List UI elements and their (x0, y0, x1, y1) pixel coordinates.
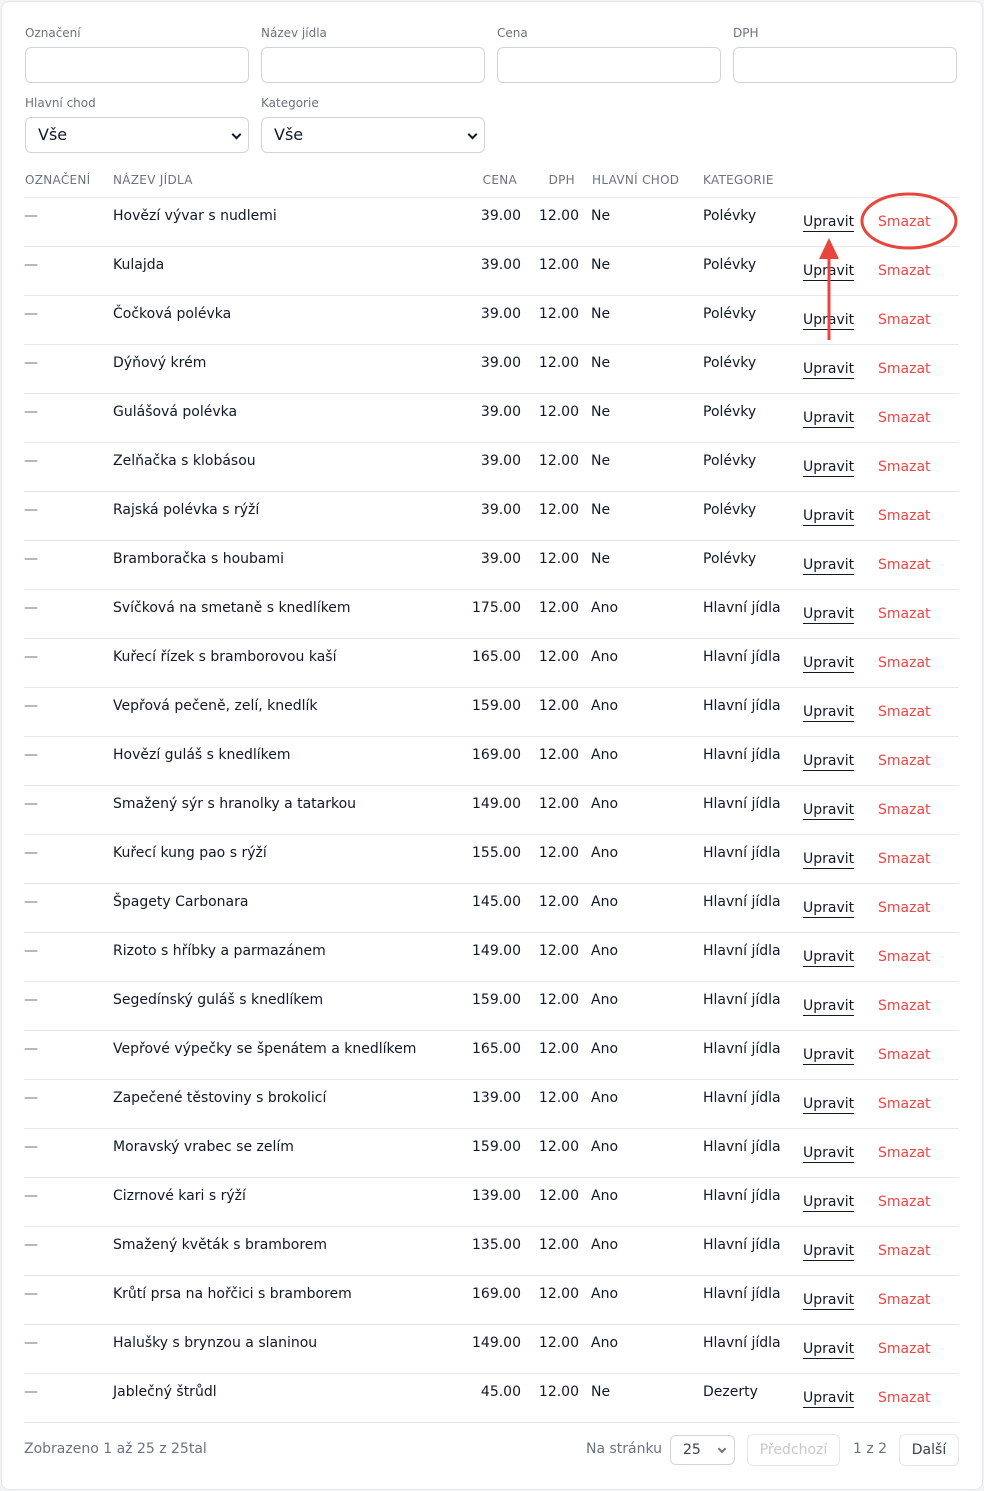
row-name: Zelňačka s klobásou (113, 453, 256, 469)
row-category: Hlavní jídla (703, 600, 781, 616)
row-vat: 12.00 (538, 208, 579, 224)
row-vat: 12.00 (538, 649, 579, 665)
delete-button[interactable]: Smazat (878, 1341, 931, 1357)
delete-button[interactable]: Smazat (878, 459, 931, 475)
edit-button[interactable]: Upravit (803, 263, 855, 279)
row-main-course: Ano (591, 1286, 619, 1302)
row-price: 39.00 (480, 404, 521, 420)
table-row (24, 982, 959, 1031)
row-code: — (24, 502, 38, 518)
row-code: — (24, 698, 38, 714)
row-category: Hlavní jídla (703, 649, 781, 665)
table-row (24, 1129, 959, 1178)
delete-button[interactable]: Smazat (878, 1390, 931, 1406)
row-vat: 12.00 (538, 845, 579, 861)
edit-button[interactable]: Upravit (803, 1194, 855, 1210)
row-name: Rajská polévka s rýží (113, 502, 260, 518)
row-main-course: Ne (591, 453, 611, 469)
row-category: Hlavní jídla (703, 845, 781, 861)
filter-price-input[interactable] (497, 47, 721, 83)
edit-button[interactable]: Upravit (803, 851, 855, 867)
row-category: Hlavní jídla (703, 1335, 781, 1351)
row-category: Polévky (703, 306, 757, 322)
table-row (24, 1374, 959, 1423)
row-code: — (24, 1384, 38, 1400)
column-header-price: CENA (482, 173, 517, 187)
edit-button[interactable]: Upravit (803, 704, 855, 720)
row-category: Polévky (703, 502, 757, 518)
edit-button[interactable]: Upravit (803, 753, 855, 769)
row-vat: 12.00 (538, 1286, 579, 1302)
row-vat: 12.00 (538, 796, 579, 812)
edit-button[interactable]: Upravit (803, 1292, 855, 1308)
table-row (24, 737, 959, 786)
edit-button[interactable]: Upravit (803, 214, 855, 230)
row-vat: 12.00 (538, 894, 579, 910)
table-row (24, 1276, 959, 1325)
delete-button[interactable]: Smazat (878, 1243, 931, 1259)
row-category: Hlavní jídla (703, 943, 781, 959)
row-code: — (24, 404, 38, 420)
row-vat: 12.00 (538, 453, 579, 469)
delete-button[interactable]: Smazat (878, 214, 931, 230)
row-vat: 12.00 (538, 600, 579, 616)
row-main-course: Ne (591, 404, 611, 420)
row-vat: 12.00 (538, 943, 579, 959)
row-category: Hlavní jídla (703, 747, 781, 763)
row-name: Bramboračka s houbami (113, 551, 285, 567)
row-vat: 12.00 (538, 1139, 579, 1155)
row-price: 149.00 (472, 796, 521, 812)
filter-main-label: Hlavní chod (25, 96, 96, 110)
row-category: Hlavní jídla (703, 894, 781, 910)
table-row (24, 884, 959, 933)
row-code: — (24, 208, 38, 224)
delete-button[interactable]: Smazat (878, 851, 931, 867)
row-code: — (24, 257, 38, 273)
row-category: Polévky (703, 404, 757, 420)
edit-button[interactable]: Upravit (803, 655, 855, 671)
row-vat: 12.00 (538, 306, 579, 322)
row-price: 139.00 (472, 1090, 521, 1106)
row-name: Zapečené těstoviny s brokolicí (113, 1090, 327, 1106)
row-vat: 12.00 (538, 502, 579, 518)
delete-button[interactable]: Smazat (878, 1194, 931, 1210)
delete-button[interactable]: Smazat (878, 557, 931, 573)
row-name: Krůtí prsa na hořčici s bramborem (113, 1286, 352, 1302)
row-main-course: Ano (591, 1237, 619, 1253)
row-code: — (24, 551, 38, 567)
table-row (24, 1080, 959, 1129)
edit-button[interactable]: Upravit (803, 1047, 855, 1063)
row-name: Kulajda (113, 257, 165, 273)
row-main-course: Ne (591, 355, 611, 371)
row-name: Vepřová pečeně, zelí, knedlík (113, 698, 318, 714)
row-price: 165.00 (472, 649, 521, 665)
row-code: — (24, 1090, 38, 1106)
row-name: Gulášová polévka (113, 404, 238, 420)
row-category: Hlavní jídla (703, 1090, 781, 1106)
row-code: — (24, 1286, 38, 1302)
table-row (24, 198, 959, 247)
row-price: 39.00 (480, 306, 521, 322)
row-code: — (24, 306, 38, 322)
edit-button[interactable]: Upravit (803, 606, 855, 622)
row-price: 175.00 (472, 600, 521, 616)
row-category: Hlavní jídla (703, 1237, 781, 1253)
row-main-course: Ne (591, 1384, 611, 1400)
delete-button[interactable]: Smazat (878, 263, 931, 279)
row-price: 39.00 (480, 453, 521, 469)
filter-code-label: Označení (25, 26, 81, 40)
row-vat: 12.00 (538, 1237, 579, 1253)
filter-main-select[interactable] (25, 117, 249, 153)
row-category: Dezerty (703, 1384, 758, 1400)
edit-button[interactable]: Upravit (803, 1390, 855, 1406)
row-price: 135.00 (472, 1237, 521, 1253)
row-price: 39.00 (480, 355, 521, 371)
edit-button[interactable]: Upravit (803, 1341, 855, 1357)
filter-category-select[interactable] (261, 117, 485, 153)
delete-button[interactable]: Smazat (878, 1047, 931, 1063)
row-vat: 12.00 (538, 551, 579, 567)
row-vat: 12.00 (538, 698, 579, 714)
row-vat: 12.00 (538, 355, 579, 371)
table-row (24, 296, 959, 345)
row-category: Polévky (703, 453, 757, 469)
page-info: 1 z 2 (853, 1441, 888, 1457)
row-main-course: Ano (591, 943, 619, 959)
filter-vat-input[interactable] (733, 47, 957, 83)
delete-button[interactable]: Smazat (878, 606, 931, 622)
row-category: Hlavní jídla (703, 992, 781, 1008)
edit-button[interactable]: Upravit (803, 557, 855, 573)
delete-button[interactable]: Smazat (878, 998, 931, 1014)
row-price: 145.00 (472, 894, 521, 910)
row-price: 165.00 (472, 1041, 521, 1057)
row-category: Hlavní jídla (703, 1041, 781, 1057)
delete-button[interactable]: Smazat (878, 655, 931, 671)
row-category: Polévky (703, 257, 757, 273)
results-summary: Zobrazeno 1 až 25 z 25tal (24, 1441, 207, 1457)
row-name: Kuřecí kung pao s rýží (113, 845, 267, 861)
row-main-course: Ne (591, 551, 611, 567)
chevron-down-icon (468, 130, 478, 140)
row-price: 45.00 (480, 1384, 521, 1400)
row-vat: 12.00 (538, 404, 579, 420)
table-row (24, 590, 959, 639)
row-main-course: Ano (591, 1335, 619, 1351)
row-code: — (24, 894, 38, 910)
row-price: 39.00 (480, 502, 521, 518)
row-code: — (24, 1139, 38, 1155)
delete-button[interactable]: Smazat (878, 410, 931, 426)
row-price: 139.00 (472, 1188, 521, 1204)
table-row (24, 394, 959, 443)
row-code: — (24, 1188, 38, 1204)
chevron-down-icon (232, 130, 242, 140)
row-name: Smažený květák s bramborem (113, 1237, 328, 1253)
row-name: Segedínský guláš s knedlíkem (113, 992, 324, 1008)
table-row (24, 345, 959, 394)
row-name: Kuřecí řízek s bramborovou kaší (113, 649, 337, 665)
edit-button[interactable]: Upravit (803, 802, 855, 818)
row-code: — (24, 355, 38, 371)
row-main-course: Ano (591, 600, 619, 616)
delete-button[interactable]: Smazat (878, 361, 931, 377)
row-main-course: Ano (591, 649, 619, 665)
filter-category-value: Vše (274, 125, 304, 144)
table-row (24, 541, 959, 590)
row-price: 149.00 (472, 943, 521, 959)
edit-button[interactable]: Upravit (803, 508, 855, 524)
filter-code-input[interactable] (25, 47, 249, 83)
column-header-category: KATEGORIE (703, 173, 774, 187)
row-name: Smažený sýr s hranolky a tatarkou (113, 796, 357, 812)
row-code: — (24, 943, 38, 959)
delete-button[interactable]: Smazat (878, 949, 931, 965)
table-row (24, 786, 959, 835)
edit-button[interactable]: Upravit (803, 900, 855, 916)
row-code: — (24, 1237, 38, 1253)
row-main-course: Ne (591, 502, 611, 518)
delete-button[interactable]: Smazat (878, 900, 931, 916)
row-main-course: Ne (591, 257, 611, 273)
row-category: Hlavní jídla (703, 1286, 781, 1302)
row-category: Hlavní jídla (703, 1188, 781, 1204)
row-category: Hlavní jídla (703, 1139, 781, 1155)
row-name: Vepřové výpečky se špenátem a knedlíkem (113, 1041, 417, 1057)
filter-category-label: Kategorie (261, 96, 319, 110)
table-row (24, 247, 959, 296)
row-price: 149.00 (472, 1335, 521, 1351)
row-price: 159.00 (472, 1139, 521, 1155)
filter-vat-label: DPH (733, 26, 759, 40)
row-name: Halušky s brynzou a slaninou (113, 1335, 318, 1351)
row-main-course: Ano (591, 894, 619, 910)
per-page-value: 25 (683, 1442, 701, 1458)
table-row (24, 1178, 959, 1227)
edit-button[interactable]: Upravit (803, 1243, 855, 1259)
delete-button[interactable]: Smazat (878, 508, 931, 524)
row-vat: 12.00 (538, 992, 579, 1008)
row-code: — (24, 992, 38, 1008)
table-row (24, 933, 959, 982)
row-price: 39.00 (480, 551, 521, 567)
edit-button[interactable]: Upravit (803, 459, 855, 475)
row-name: Hovězí guláš s knedlíkem (113, 747, 291, 763)
row-code: — (24, 747, 38, 763)
row-name: Rizoto s hříbky a parmazánem (113, 943, 326, 959)
row-price: 39.00 (480, 257, 521, 273)
row-vat: 12.00 (538, 747, 579, 763)
delete-button[interactable]: Smazat (878, 1096, 931, 1112)
table-row (24, 1031, 959, 1080)
row-price: 169.00 (472, 1286, 521, 1302)
edit-button[interactable]: Upravit (803, 949, 855, 965)
delete-button[interactable]: Smazat (878, 802, 931, 818)
row-name: Moravský vrabec se zelím (113, 1139, 294, 1155)
row-code: — (24, 796, 38, 812)
table-row (24, 443, 959, 492)
row-price: 39.00 (480, 208, 521, 224)
row-code: — (24, 1335, 38, 1351)
edit-button[interactable]: Upravit (803, 361, 855, 377)
column-header-name: NÁZEV JÍDLA (113, 173, 193, 187)
row-name: Cizrnové kari s rýží (113, 1188, 246, 1204)
delete-button[interactable]: Smazat (878, 704, 931, 720)
column-header-vat: DPH (548, 173, 575, 187)
row-price: 159.00 (472, 992, 521, 1008)
edit-button[interactable]: Upravit (803, 1096, 855, 1112)
row-name: Hovězí vývar s nudlemi (113, 208, 277, 224)
row-vat: 12.00 (538, 1188, 579, 1204)
row-main-course: Ano (591, 1041, 619, 1057)
filter-name-input[interactable] (261, 47, 485, 83)
delete-button[interactable]: Smazat (878, 1292, 931, 1308)
chevron-down-icon (718, 1445, 726, 1453)
filter-price-label: Cena (497, 26, 528, 40)
previous-page-button[interactable]: Předchozí (747, 1434, 840, 1466)
row-code: — (24, 453, 38, 469)
row-vat: 12.00 (538, 1384, 579, 1400)
row-main-course: Ano (591, 1188, 619, 1204)
row-code: — (24, 845, 38, 861)
row-main-course: Ano (591, 796, 619, 812)
table-row (24, 1325, 959, 1374)
row-vat: 12.00 (538, 257, 579, 273)
table-row (24, 688, 959, 737)
row-category: Polévky (703, 551, 757, 567)
filter-main-value: Vše (38, 125, 68, 144)
next-page-button[interactable]: Další (899, 1434, 959, 1466)
row-code: — (24, 1041, 38, 1057)
row-name: Svíčková na smetaně s knedlíkem (113, 600, 351, 616)
row-main-course: Ano (591, 845, 619, 861)
row-category: Polévky (703, 355, 757, 371)
table-row (24, 492, 959, 541)
row-name: Dýňový krém (113, 355, 207, 371)
delete-button[interactable]: Smazat (878, 753, 931, 769)
row-main-course: Ano (591, 747, 619, 763)
row-price: 169.00 (472, 747, 521, 763)
row-code: — (24, 600, 38, 616)
delete-button[interactable]: Smazat (878, 312, 931, 328)
row-name: Jablečný štrůdl (113, 1384, 217, 1400)
row-name: Špagety Carbonara (113, 894, 249, 910)
row-price: 155.00 (472, 845, 521, 861)
row-category: Hlavní jídla (703, 796, 781, 812)
column-header-code: OZNAČENÍ (25, 173, 91, 187)
row-name: Čočková polévka (113, 306, 232, 322)
row-main-course: Ano (591, 698, 619, 714)
row-main-course: Ne (591, 306, 611, 322)
edit-button[interactable]: Upravit (803, 998, 855, 1014)
row-code: — (24, 649, 38, 665)
delete-button[interactable]: Smazat (878, 1145, 931, 1161)
edit-button[interactable]: Upravit (803, 312, 855, 328)
row-vat: 12.00 (538, 1335, 579, 1351)
row-category: Hlavní jídla (703, 698, 781, 714)
filter-name-label: Název jídla (261, 26, 327, 40)
row-category: Polévky (703, 208, 757, 224)
table-row (24, 639, 959, 688)
column-header-main: HLAVNÍ CHOD (592, 173, 680, 187)
row-main-course: Ne (591, 208, 611, 224)
per-page-label: Na stránku (586, 1441, 663, 1457)
row-main-course: Ano (591, 992, 619, 1008)
table-row (24, 1227, 959, 1276)
row-vat: 12.00 (538, 1041, 579, 1057)
per-page-select[interactable] (670, 1435, 735, 1465)
edit-button[interactable]: Upravit (803, 1145, 855, 1161)
row-price: 159.00 (472, 698, 521, 714)
row-main-course: Ano (591, 1090, 619, 1106)
row-main-course: Ano (591, 1139, 619, 1155)
table-row (24, 835, 959, 884)
row-vat: 12.00 (538, 1090, 579, 1106)
edit-button[interactable]: Upravit (803, 410, 855, 426)
